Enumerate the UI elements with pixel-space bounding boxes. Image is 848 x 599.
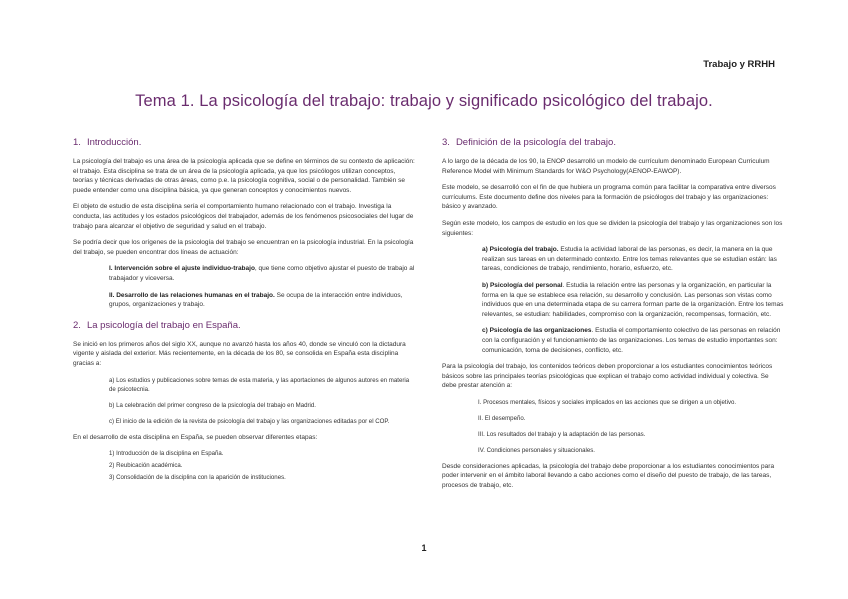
page-title: Tema 1. La psicología del trabajo: trabajo y significado psicológico del trabajo. (135, 92, 713, 110)
section-number: 3. (442, 137, 450, 148)
list-item: II. El desempeño. (478, 414, 526, 422)
section-title: La psicología del trabajo en España. (86, 319, 241, 331)
list-item-text: . Estudia la relación entre las personas y la organización, en particular la forma en la que se establece esa relación, su desarrollo y conclusión. Las personas son vistas como individuos que en una determinada etapa de su carrera forman parte de la organización. Entre los temas relevantes, se estudian: habilidades, compromiso con la organización, recompensas, formación, etc. (482, 281, 784, 318)
list-item: a) Los estudios y publicaciones sobre temas de esta materia, y las aportaciones de algunos autores en materia de psicotecnia. (109, 376, 410, 393)
paragraph: El objeto de estudio de esta disciplina sería el comportamiento humano relacionado con el trabajo. Investiga la conducta, las actitudes y los estados psicológicos del trabajador, además de los fenómenos psicosociales del lugar de trabajo para alcanzar el objetivo de seguridad y salud en el trabajo. (73, 203, 414, 230)
section-heading-definicion (442, 137, 784, 149)
section-heading-espana (73, 320, 416, 332)
list-item: c) El inicio de la edición de la revista de psicología del trabajo y las organizaciones editadas por el COP. (109, 417, 390, 425)
list-item-bold: a) Psicología del trabajo. (482, 246, 559, 254)
paragraph: Se podría decir que los orígenes de la psicología del trabajo se encuentran en la psicología industrial. En la psicología del trabajo, se pueden encontrar dos líneas de actuación: (73, 239, 414, 256)
list-item: I. Procesos mentales, físicos y sociales implicados en las acciones que se dirigen a un objetivo. (478, 398, 737, 406)
list-item-bold: I. Intervención sobre el ajuste individuo-trabajo (109, 265, 255, 273)
list-item-bold: c) Psicología de las organizaciones (482, 327, 592, 335)
section-number: 2. (73, 319, 81, 331)
page-number: 1 (421, 543, 427, 553)
list-item (482, 326, 784, 355)
paragraph: Se inició en los primeros años del siglo XX, aunque no avanzó hasta los años 40, donde se vinculó con la dictadura vigente y aislada del exterior. Más recientemente, en la década de los 80, se consolida en España esta disciplina gracias a: (73, 340, 406, 367)
list-item-bold: II. Desarrollo de las relaciones humanas en el trabajo. (109, 291, 275, 299)
left-column (73, 137, 416, 489)
list-item (109, 291, 416, 310)
section-number: 1. (73, 137, 81, 148)
list-item-text: , que tiene como objetivo ajustar el puesto de trabajo al trabajador y viceversa. (109, 265, 415, 282)
header-label: Trabajo y RRHH (703, 59, 775, 70)
list-item-text: Se ocupa de la interacción entre individuos, grupos, organizaciones y trabajo. (109, 291, 403, 309)
section-title: Definición de la psicología del trabajo. (455, 137, 616, 148)
list-item: b) La celebración del primer congreso de la psicología del trabajo en Madrid. (109, 401, 316, 409)
paragraph: En el desarrollo de esta disciplina en España, se pueden observar diferentes etapas: (73, 433, 318, 441)
paragraph: Según este modelo, los campos de estudio en los que se dividen la psicología del trabajo y las organizaciones son los siguientes: (442, 219, 783, 237)
list-item: 1) Introducción de la disciplina en España. (109, 450, 224, 458)
list-item: IV. Condiciones personales y situacionales. (478, 446, 595, 454)
list-item-bold: b) Psicología del personal (482, 281, 563, 289)
right-column (442, 137, 784, 498)
paragraph: Para la psicología del trabajo, los contenidos teóricos deben proporcionar a los estudiantes conocimientos teóricos básicos sobre las principales teorías psicológicas que explican el trabajo como actividad individual y colectiva. Se debe prestar atención a: (442, 363, 773, 390)
list-item (482, 281, 784, 319)
paragraph: Desde consideraciones aplicadas, la psicología del trabajo debe proporcionar a los estudiantes conocimientos para poder intervenir en el ámbito laboral llevando a cabo acciones como el diseño del puesto de trabajo, de las tareas, procesos de trabajo, etc. (442, 462, 775, 490)
list-item (109, 264, 416, 283)
list-item: III. Los resultados del trabajo y la adaptación de las personas. (478, 430, 646, 438)
section-heading-introduccion (73, 137, 416, 149)
list-item (482, 245, 784, 274)
paragraph: A lo largo de la década de los 90, la ENOP desarrolló un modelo de currículum denominado European Curriculum Reference Model with Minimum Standards for W&O Psychology(AENOP-EAWOP). (442, 158, 770, 175)
paragraph: Este modelo, se desarrolló con el fin de que hubiera un programa común para facilitar la comparativa entre diversos currículums. Este documento define dos niveles para la formación de psicólogos del trabajo y las organizaciones: básico y avanzado. (442, 184, 776, 211)
section-title: Introducción. (86, 137, 142, 148)
list-item: 3) Consolidación de la disciplina con la aparición de instituciones. (109, 474, 286, 482)
list-item: 2) Reubicación académica. (109, 462, 183, 470)
list-item-text: Estudia la actividad laboral de las personas, es decir, la manera en la que realizan sus tareas en un determinado contexto. Entre los temas relevantes que se estudian están: las tareas, condiciones de trabajo, rendimiento, horario, esfuerzo, etc. (482, 246, 777, 273)
list-item-text: . Estudia el comportamiento colectivo de las personas en relación con la configuración y el funcionamiento de las organizaciones. Los temas de estudio importantes son: comunicación, toma de decisiones, conflicto, etc. (482, 327, 781, 354)
paragraph: La psicología del trabajo es una área de la psicología aplicada que se define en términos de su contexto de aplicación: el trabajo. Esta disciplina se trata de un área de la psicología aplicada, ya que los psicólogos utilizan conceptos, teorías y técnicas derivadas de otras áreas, como p.e. la psicología cognitiva, social o de personalidad. También se puede entender como una disciplina básica, ya que generan conceptos y conocimientos nuevos. (73, 158, 415, 194)
